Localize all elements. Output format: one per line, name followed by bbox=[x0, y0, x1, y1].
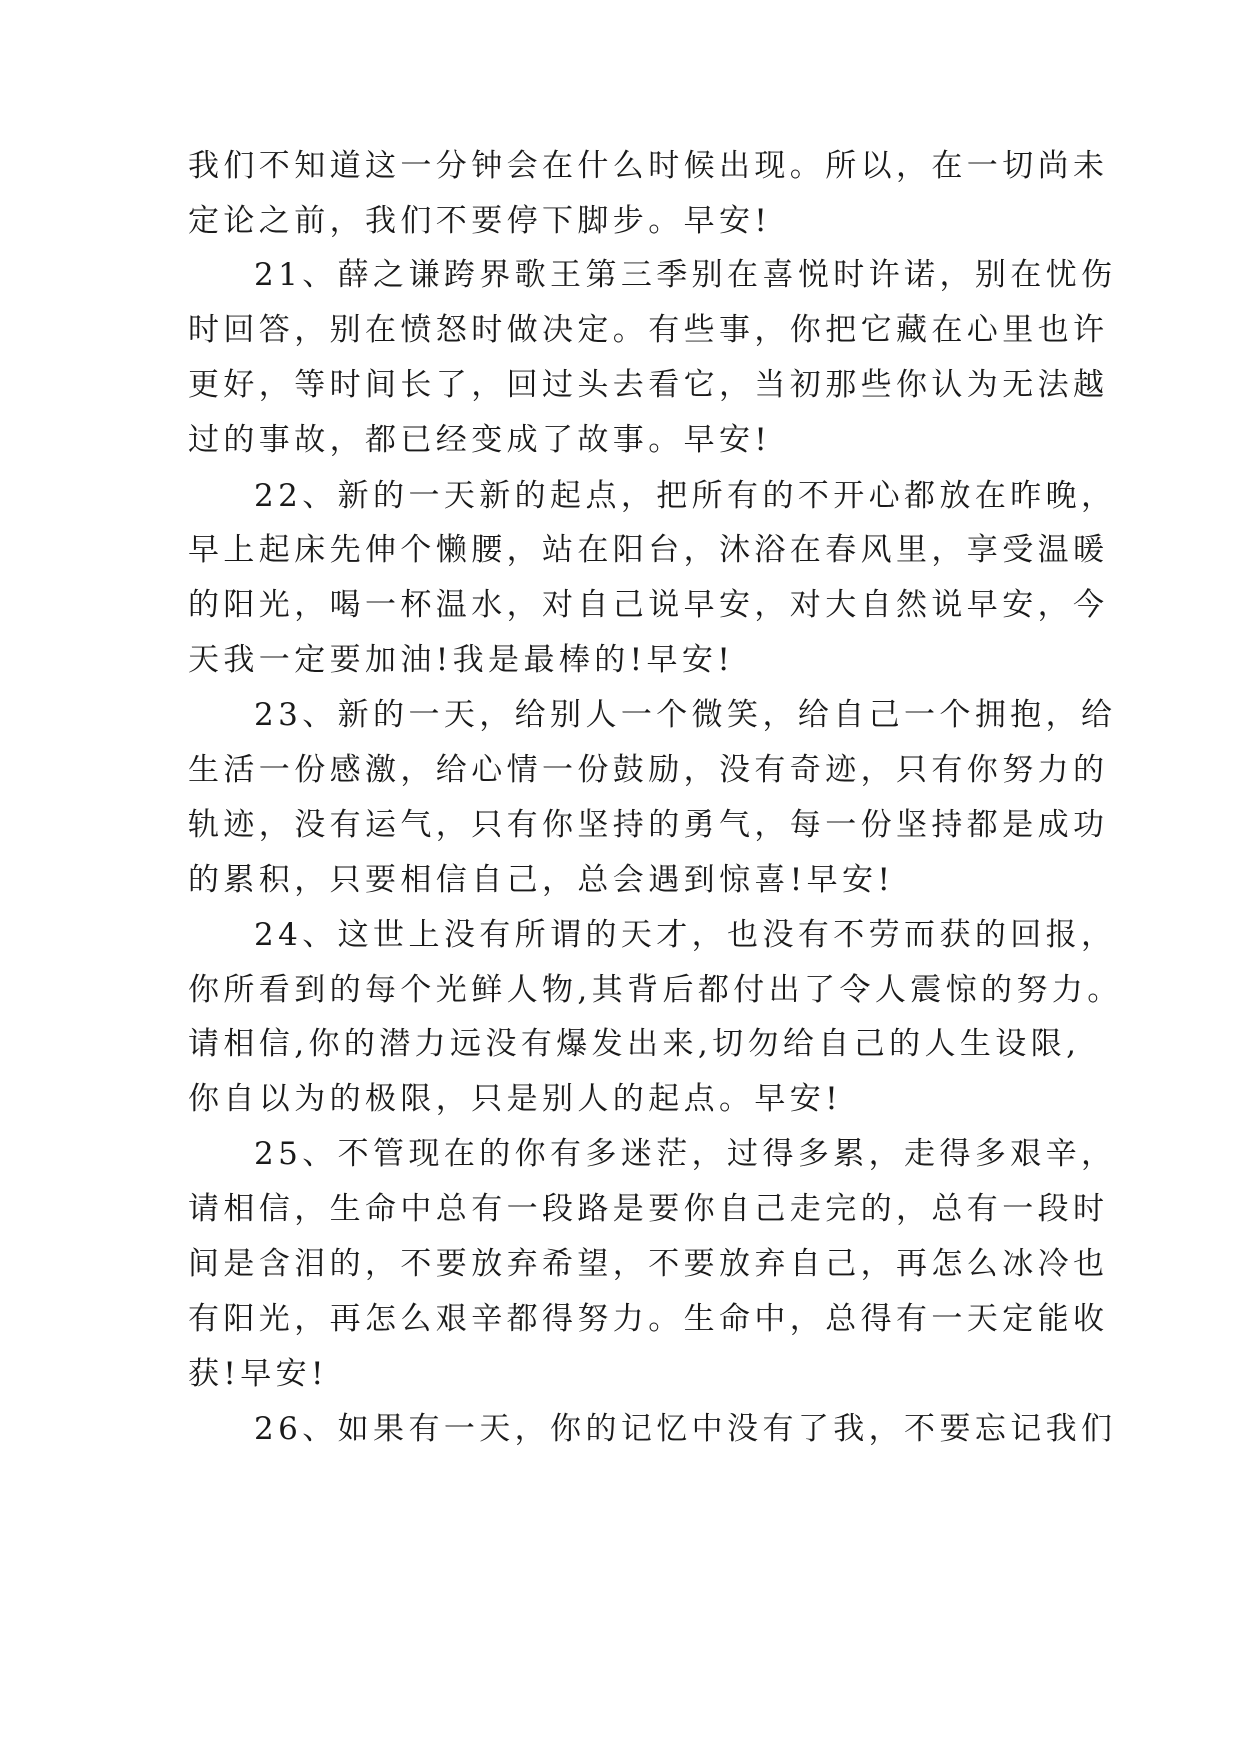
text-line: 时回答，别在愤怒时做决定。有些事，你把它藏在心里也许 bbox=[188, 312, 1109, 348]
text-line: 请相信,你的潜力远没有爆发出来,切勿给自己的人生设限, bbox=[188, 1026, 1081, 1062]
text-line: 你自以为的极限，只是别人的起点。早安! bbox=[188, 1081, 843, 1117]
text-line: 生活一份感激，给心情一份鼓励，没有奇迹，只有你努力的 bbox=[188, 752, 1109, 788]
text-line: 早上起床先伸个懒腰，站在阳台，沐浴在春风里，享受温暖 bbox=[188, 532, 1109, 568]
text-line: 的阳光，喝一杯温水，对自己说早安，对大自然说早安，今 bbox=[188, 587, 1109, 623]
paragraph-26-first-line: 26、如果有一天，你的记忆中没有了我，不要忘记我们 bbox=[254, 1411, 1117, 1447]
text-line: 更好，等时间长了，回过头去看它，当初那些你认为无法越 bbox=[188, 367, 1109, 403]
text-line: 我们不知道这一分钟会在什么时候出现。所以，在一切尚未 bbox=[188, 148, 1109, 184]
text-line: 的累积，只要相信自己，总会遇到惊喜!早安! bbox=[188, 862, 895, 898]
text-line: 定论之前，我们不要停下脚步。早安! bbox=[188, 203, 772, 239]
text-line: 你所看到的每个光鲜人物,其背后都付出了令人震惊的努力。 bbox=[188, 972, 1123, 1008]
paragraph-24-first-line: 24、这世上没有所谓的天才，也没有不劳而获的回报， bbox=[254, 917, 1117, 953]
text-line: 间是含泪的，不要放弃希望，不要放弃自己，再怎么冰冷也 bbox=[188, 1246, 1109, 1282]
paragraph-21-first-line: 21、薛之谦跨界歌王第三季别在喜悦时许诺，别在忧伤 bbox=[254, 257, 1117, 293]
text-line: 天我一定要加油!我是最棒的!早安! bbox=[188, 642, 735, 678]
paragraph-22-first-line: 22、新的一天新的起点，把所有的不开心都放在昨晚， bbox=[254, 478, 1117, 514]
text-line: 轨迹，没有运气，只有你坚持的勇气，每一份坚持都是成功 bbox=[188, 807, 1109, 843]
text-line: 获!早安! bbox=[188, 1356, 328, 1392]
text-line: 有阳光，再怎么艰辛都得努力。生命中，总得有一天定能收 bbox=[188, 1301, 1109, 1337]
paragraph-23-first-line: 23、新的一天，给别人一个微笑，给自己一个拥抱，给 bbox=[254, 697, 1117, 733]
text-line: 过的事故，都已经变成了故事。早安! bbox=[188, 422, 772, 458]
paragraph-25-first-line: 25、不管现在的你有多迷茫，过得多累，走得多艰辛， bbox=[254, 1136, 1117, 1172]
text-line: 请相信，生命中总有一段路是要你自己走完的，总有一段时 bbox=[188, 1191, 1109, 1227]
